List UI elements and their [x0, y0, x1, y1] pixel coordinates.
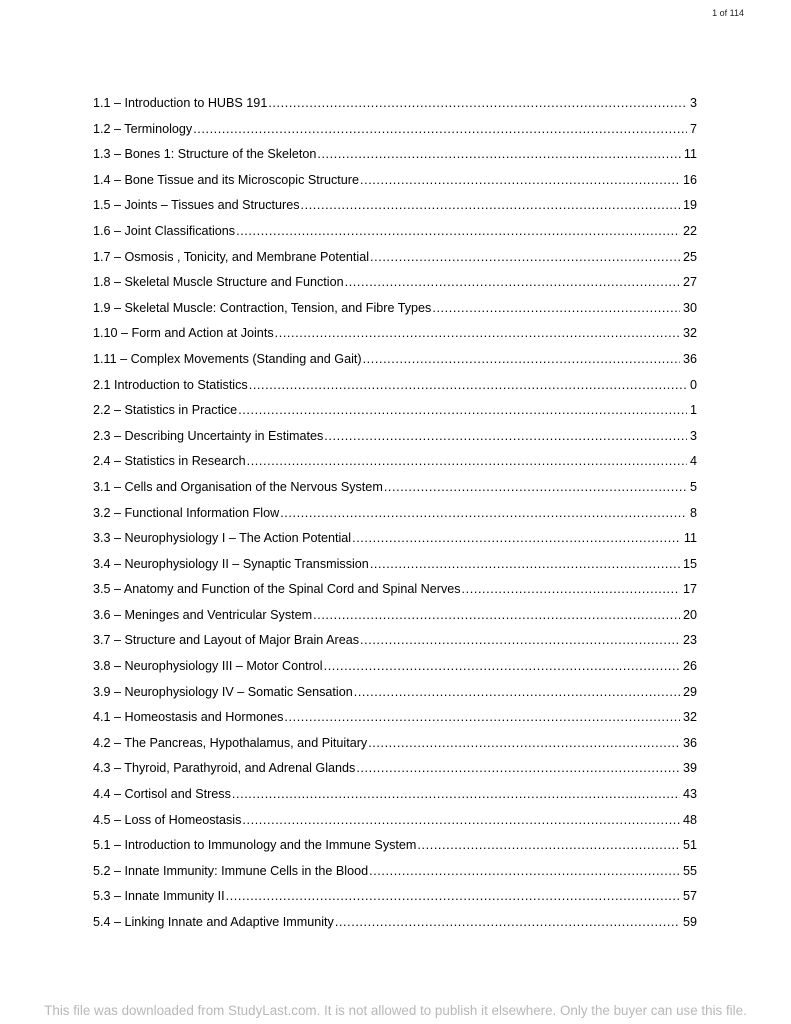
toc-entry-title: 3.5 – Anatomy and Function of the Spinal Cord and Spinal Nerves — [93, 582, 461, 597]
toc-entry-title: 1.3 – Bones 1: Structure of the Skeleton — [93, 147, 317, 162]
toc-entry-page-number: 36 — [682, 351, 697, 366]
toc-entry-page-number: 27 — [682, 275, 697, 290]
toc-entry[interactable] — [93, 886, 697, 912]
toc-entry[interactable] — [93, 912, 697, 938]
toc-entry-title: 3.6 – Meninges and Ventricular System — [93, 607, 313, 622]
dot-leader — [370, 247, 680, 267]
toc-entry-title: 3.4 – Neurophysiology II – Synaptic Transmission — [93, 556, 369, 571]
dot-leader — [345, 272, 680, 292]
toc-entry-title: 2.3 – Describing Uncertainty in Estimates — [93, 428, 324, 443]
toc-entry-page-number: 16 — [682, 172, 697, 187]
toc-entry-page-number: 57 — [682, 889, 697, 904]
toc-entry-title: 1.6 – Joint Classifications — [93, 223, 236, 238]
dot-leader — [247, 451, 687, 471]
dot-leader — [313, 605, 680, 625]
toc-entry-title: 3.3 – Neurophysiology I – The Action Potential — [93, 531, 352, 546]
dot-leader — [360, 630, 680, 650]
toc-entry-title: 2.2 – Statistics in Practice — [93, 403, 238, 418]
toc-entry-page-number: 55 — [682, 863, 697, 878]
toc-entry-title: 1.2 – Terminology — [93, 121, 193, 136]
toc-entry-title: 3.7 – Structure and Layout of Major Brain Areas — [93, 633, 360, 648]
toc-entry[interactable] — [93, 758, 697, 784]
toc-entry-page-number: 51 — [682, 838, 697, 853]
toc-entry-page-number: 19 — [682, 198, 697, 213]
toc-entry-page-number: 17 — [682, 582, 697, 597]
toc-entry-title: 4.2 – The Pancreas, Hypothalamus, and Pituitary — [93, 735, 368, 750]
toc-entry[interactable] — [93, 426, 697, 452]
dot-leader — [384, 477, 687, 497]
dot-leader — [232, 784, 680, 804]
toc-entry[interactable] — [93, 861, 697, 887]
toc-entry[interactable] — [93, 630, 697, 656]
dot-leader — [275, 323, 680, 343]
toc-entry-page-number: 59 — [682, 915, 697, 929]
toc-entry-page-number: 23 — [682, 633, 697, 648]
dot-leader — [324, 426, 687, 446]
toc-entry-page-number: 25 — [682, 249, 697, 264]
toc-entry[interactable] — [93, 810, 697, 836]
dot-leader — [369, 861, 680, 881]
toc-entry-page-number: 3 — [689, 96, 697, 110]
dot-leader — [363, 349, 680, 369]
toc-entry-title: 1.9 – Skeletal Muscle: Contraction, Tension, and Fibre Types — [93, 300, 432, 315]
dot-leader — [249, 375, 687, 395]
toc-entry[interactable] — [93, 579, 697, 605]
toc-entry[interactable] — [93, 400, 697, 426]
toc-entry-title: 3.2 – Functional Information Flow — [93, 505, 280, 520]
toc-entry-title: 4.4 – Cortisol and Stress — [93, 787, 231, 802]
toc-entry[interactable] — [93, 119, 697, 145]
dot-leader — [368, 733, 680, 753]
toc-entry-title: 3.9 – Neurophysiology IV – Somatic Sensation — [93, 684, 353, 699]
dot-leader — [335, 912, 680, 932]
toc-entry-page-number: 7 — [689, 121, 697, 136]
toc-entry-page-number: 43 — [682, 787, 697, 802]
toc-entry-page-number: 4 — [689, 454, 697, 469]
toc-entry-title: 1.10 – Form and Action at Joints — [93, 326, 274, 341]
dot-leader — [226, 886, 680, 906]
dot-leader — [280, 503, 687, 523]
toc-entry-page-number: 32 — [682, 710, 697, 725]
dot-leader — [324, 656, 680, 676]
dot-leader — [356, 758, 680, 778]
toc-entry[interactable] — [93, 707, 697, 733]
toc-entry-page-number: 11 — [683, 531, 697, 546]
toc-entry-page-number: 29 — [682, 684, 697, 699]
toc-entry[interactable] — [93, 477, 697, 503]
toc-entry[interactable] — [93, 733, 697, 759]
dot-leader — [417, 835, 680, 855]
toc-entry-title: 1.1 – Introduction to HUBS 191 — [93, 96, 268, 110]
toc-entry-page-number: 1 — [689, 403, 697, 418]
toc-entry-page-number: 48 — [682, 812, 697, 827]
toc-entry[interactable] — [93, 528, 697, 554]
toc-entry[interactable] — [93, 170, 697, 196]
toc-entry-page-number: 30 — [682, 300, 697, 315]
toc-entry[interactable] — [93, 503, 697, 529]
toc-entry-title: 1.11 – Complex Movements (Standing and Gait) — [93, 351, 362, 366]
dot-leader — [354, 682, 680, 702]
dot-leader — [238, 400, 687, 420]
dot-leader — [193, 119, 687, 139]
dot-leader — [432, 298, 680, 318]
toc-entry-title: 1.7 – Osmosis , Tonicity, and Membrane Potential — [93, 249, 370, 264]
toc-entry-title: 4.1 – Homeostasis and Hormones — [93, 710, 284, 725]
toc-entry-page-number: 3 — [689, 428, 697, 443]
dot-leader — [268, 93, 687, 113]
dot-leader — [370, 554, 680, 574]
toc-entry[interactable] — [93, 835, 697, 861]
toc-entry-title: 1.5 – Joints – Tissues and Structures — [93, 198, 300, 213]
toc-entry[interactable] — [93, 375, 697, 401]
page-indicator: 1 of 114 — [712, 8, 744, 18]
toc-entry-title: 5.2 – Innate Immunity: Immune Cells in the Blood — [93, 863, 369, 878]
toc-entry[interactable] — [93, 451, 697, 477]
dot-leader — [317, 144, 681, 164]
toc-entry[interactable] — [93, 247, 697, 273]
toc-entry-title: 1.4 – Bone Tissue and its Microscopic Structure — [93, 172, 359, 187]
toc-entry-page-number: 0 — [689, 377, 697, 392]
toc-entry-page-number: 22 — [682, 223, 697, 238]
dot-leader — [236, 221, 680, 241]
toc-entry-page-number: 32 — [682, 326, 697, 341]
toc-entry-title: 3.1 – Cells and Organisation of the Nervous System — [93, 479, 383, 494]
toc-entry[interactable] — [93, 656, 697, 682]
toc-entry[interactable] — [93, 144, 697, 170]
toc-entry[interactable] — [93, 195, 697, 221]
toc-entry-page-number: 39 — [682, 761, 697, 776]
dot-leader — [360, 170, 680, 190]
toc-entry-title: 4.3 – Thyroid, Parathyroid, and Adrenal Glands — [93, 761, 356, 776]
dot-leader — [242, 810, 680, 830]
toc-entry-title: 1.8 – Skeletal Muscle Structure and Function — [93, 275, 344, 290]
toc-entry-page-number: 5 — [689, 479, 697, 494]
toc-entry-title: 3.8 – Neurophysiology III – Motor Control — [93, 659, 323, 674]
toc-entry-page-number: 20 — [682, 607, 697, 622]
toc-entry[interactable] — [93, 784, 697, 810]
toc-entry-title: 2.1 Introduction to Statistics — [93, 377, 248, 392]
toc-entry-title: 4.5 – Loss of Homeostasis — [93, 812, 242, 827]
toc-entry-page-number: 26 — [682, 659, 697, 674]
toc-entry-title: 5.1 – Introduction to Immunology and the Immune System — [93, 838, 417, 853]
toc-entry-page-number: 15 — [682, 556, 697, 571]
toc-entry[interactable] — [93, 298, 697, 324]
toc-entry[interactable] — [93, 682, 697, 708]
dot-leader — [352, 528, 681, 548]
toc-entry[interactable] — [93, 349, 697, 375]
toc-entry[interactable] — [93, 221, 697, 247]
toc-entry-title: 2.4 – Statistics in Research — [93, 454, 246, 469]
toc-entry[interactable] — [93, 554, 697, 580]
toc-entry-page-number: 8 — [689, 505, 697, 520]
watermark-notice: This file was downloaded from StudyLast.com. It is not allowed to publish it elsewhere. Only the buyer can use this file. — [44, 1003, 747, 1018]
dot-leader — [284, 707, 680, 727]
toc-entry-title: 5.3 – Innate Immunity II — [93, 889, 225, 904]
dot-leader — [301, 195, 680, 215]
toc-entry-page-number: 11 — [683, 147, 697, 162]
table-of-contents — [93, 93, 697, 938]
toc-entry-page-number: 36 — [682, 735, 697, 750]
toc-entry-title: 5.4 – Linking Innate and Adaptive Immunity — [93, 915, 334, 929]
toc-entry[interactable] — [93, 272, 697, 298]
toc-entry[interactable] — [93, 323, 697, 349]
toc-entry[interactable] — [93, 605, 697, 631]
toc-entry[interactable] — [93, 93, 697, 119]
dot-leader — [462, 579, 680, 599]
